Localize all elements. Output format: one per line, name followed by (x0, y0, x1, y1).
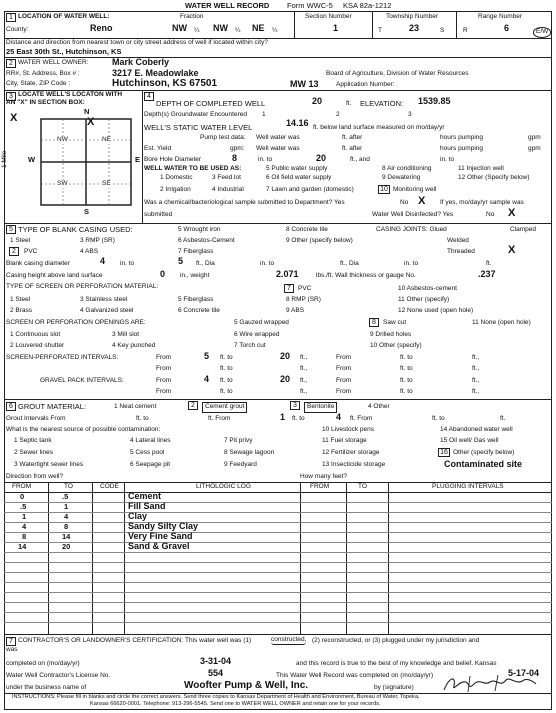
quarter-1: ¼ (194, 27, 200, 34)
casing-3: 3 RMP (SR) (80, 237, 115, 244)
pump-hours: hours pumping (440, 134, 483, 141)
contam-15: 15 Oil well/ Gas well (440, 437, 499, 444)
log-lith-header: LITHOLOGIC LOG (196, 483, 251, 490)
sp2-to-label: ft. to (220, 365, 233, 372)
log-row-4-from: 4 (22, 522, 27, 531)
gp-to-label: ft. to (220, 377, 233, 384)
distance-label: Distance and direction from nearest town or city street address of well if located within city? (6, 39, 268, 46)
location-label: LOCATION OF WATER WELL: (18, 13, 110, 20)
casing-2-number-circled: 2 (9, 247, 19, 256)
casing-dia-value: 4 (100, 256, 106, 266)
mile-label: 1 Mile (1, 150, 8, 168)
use-9: 9 Dewatering (382, 174, 421, 181)
screen-type-label: TYPE OF SCREEN OR PERFORATION MATERIAL: (6, 283, 159, 290)
bore-value: 8 (232, 153, 238, 163)
sp2-to-label-2: ft. to (400, 365, 413, 372)
contamination-label: What is the nearest source of possible contamination: (6, 426, 161, 433)
township-value: 23 (409, 23, 420, 33)
casing-joints-threaded: Threaded (447, 248, 475, 255)
opening-8-number-circled: 8 (369, 318, 379, 327)
contractor-signature (440, 672, 540, 694)
gp2-to-label-2: ft. to (400, 388, 413, 395)
gp2-ft-2: ft., (472, 388, 480, 395)
log-row-3-desc: Clay (128, 511, 148, 521)
screen-12: 12 None used (open hole) (398, 307, 474, 314)
contam-12: 12 Fertilizer storage (322, 449, 380, 456)
submitted-label: submitted (144, 211, 173, 218)
groundwater-label: Depth(s) Groundwater Encountered (144, 111, 247, 118)
depth-label: DEPTH OF COMPLETED WELL (156, 99, 266, 108)
yield-gpm: gpm: (230, 145, 245, 152)
section-box-x: X (87, 116, 95, 128)
gi-to-value: 4 (336, 412, 342, 422)
license-number: 554 (208, 668, 224, 678)
opening-5: 5 Gauzed wrapped (234, 319, 289, 326)
disinfected-no-x: X (508, 207, 516, 219)
gp-from-label-2: From (336, 377, 352, 384)
log-row-5-from: 8 (22, 532, 27, 541)
quarter-se: SE (102, 180, 111, 187)
screen-8: 8 RMP (SR) (286, 296, 321, 303)
section-grid (40, 118, 132, 206)
grout-1: 1 Neat cement (114, 403, 157, 410)
contam-8: 8 Sewage lagoon (224, 449, 275, 456)
casing-7: 7 Fiberglass (178, 248, 214, 255)
yield-hours: hours pumping (440, 145, 483, 152)
sp-to-label-2: ft. to (400, 354, 413, 361)
well-address: 25 East 30th St., Hutchinson, KS (6, 47, 122, 56)
quarter-ne: NE (102, 136, 112, 143)
depth-ft: ft. (346, 100, 352, 107)
gp-ft: ft., (300, 377, 308, 384)
contaminated-site: Contaminated site (444, 459, 523, 469)
cert-line-1: CONTRACTOR'S OR LANDOWNER'S CERTIFICATION: This water well was (1) (18, 637, 252, 644)
gi-ft-end: ft. (500, 415, 506, 422)
log-row-3-from: 1 (22, 512, 27, 521)
screen-4: 4 Galvanized steel (80, 307, 134, 314)
casing-9: 9 Other (specify below) (286, 237, 353, 244)
township-s: S (440, 27, 445, 34)
gi-from-value: 1 (280, 412, 286, 422)
gp2-ft: ft., (300, 388, 308, 395)
contam-14: 14 Abandoned water well (440, 426, 513, 433)
log-row-1-from: 0 (20, 492, 25, 501)
log-row-4-desc: Sandy Silty Clay (128, 521, 199, 531)
casing-dia-to: 5 (178, 256, 184, 266)
log-row-3-to: 4 (64, 512, 69, 521)
completed-date: 3-31-04 (200, 656, 232, 666)
wall-thickness-value: .237 (478, 269, 496, 279)
contam-16-number-circled: 16 (438, 448, 450, 457)
signature-label: by (signature) (374, 684, 414, 691)
gp-from-label: From (156, 377, 172, 384)
east-label: E (135, 155, 141, 164)
grout-label: GROUT MATERIAL: (18, 402, 87, 411)
bore-in-to-2: in. to (440, 156, 455, 163)
sp-from-label: From (156, 354, 172, 361)
section-6-number: 6 (6, 402, 16, 411)
wall-thickness-label: lbs./ft. Wall thickness or gauge No. (316, 272, 416, 279)
casing-ft-dia-2: ft., Dia (340, 260, 359, 267)
fraction-2: NW (213, 23, 228, 33)
screen-5: 5 Fiberglass (178, 296, 214, 303)
pump-well-water: Well water was (256, 134, 300, 141)
elevation-value: 1539.85 (418, 96, 451, 106)
disinfected-no: No (486, 211, 495, 218)
locate-label-1: LOCATE WELL'S LOCATON WITH (18, 91, 123, 98)
section-number-label: Section Number (305, 13, 352, 20)
grout-3-number-circled: 3 (290, 401, 300, 410)
sp-ft: ft., (300, 354, 308, 361)
opening-2: 2 Louvered shutter (10, 342, 65, 349)
bore-to: 20 (316, 153, 327, 163)
yield-label: Est. Yield (144, 145, 172, 152)
section-box-outside-x: X (10, 112, 18, 124)
quarter-nw: NW (57, 136, 68, 143)
contam-9: 9 Feedyard (224, 461, 257, 468)
sp2-ft-2: ft., (472, 365, 480, 372)
sp-from-label-2: From (336, 354, 352, 361)
quarter-2: ¼ (235, 27, 241, 34)
casing-height-label: Casing height above land surface (6, 272, 103, 279)
casing-weight-value: 2.071 (276, 269, 299, 279)
opening-10: 10 Other (specify) (370, 342, 422, 349)
casing-type-label: TYPE OF BLANK CASING USED: (18, 225, 133, 234)
casing-1: 1 Steel (10, 237, 31, 244)
log-code-header: CODE (100, 483, 119, 490)
gi-ft-to-2: ft. to (292, 415, 305, 422)
license-label: Water Well Contractor's License No. (6, 672, 111, 679)
log-row-1-to: .5 (62, 492, 69, 501)
county-label: County: (6, 26, 29, 33)
quarter-sw: SW (57, 180, 68, 187)
pump-after: ft. after (342, 134, 363, 141)
screen-7-number-circled: 7 (284, 284, 294, 293)
casing-5: 5 Wrought iron (178, 226, 221, 233)
log-row-5-to: 14 (62, 532, 71, 541)
owner-address: 3217 E. Meadowlake (112, 68, 199, 78)
log-row-5-desc: Very Fine Sand (128, 531, 193, 541)
north-label: N (84, 107, 90, 116)
screen-6: 6 Concrete tile (178, 307, 220, 314)
contam-7: 7 Pit privy (224, 437, 253, 444)
section-number-value: 1 (333, 23, 339, 33)
casing-joints-clamped: Clamped (510, 226, 537, 233)
contam-1: 1 Septic tank (14, 437, 52, 444)
contam-5: 5 Cess pool (130, 449, 165, 456)
record-completed-label: This Water Well Record was completed on (mo/day/yr) (276, 672, 434, 679)
instructions-line-2: Kansas 66620-0001. Telephone: 913-296-5545. Send one to WATER WELL OWNER and retain one for your records. (90, 701, 381, 707)
log-from2-header: FROM (310, 483, 330, 490)
county-value: Reno (90, 23, 113, 33)
gw-1: 1 (262, 111, 266, 118)
south-label: S (84, 207, 90, 216)
owner-city: Hutchinson, KS 67501 (112, 78, 218, 89)
section-2-number: 2 (6, 59, 16, 68)
direction-label: Direction from well? (6, 473, 64, 480)
contam-16: Other (specify below) (453, 449, 515, 456)
bore-and: ft., and (350, 156, 370, 163)
mw-label: MW 13 (290, 79, 319, 89)
cert-constructed-circled: constructed, (271, 636, 307, 643)
grout-3: Bentonite (304, 402, 337, 413)
board-label: Board of Agriculture, Division of Water Resources (326, 70, 469, 77)
log-row-6-from: 14 (18, 542, 27, 551)
section-1-number: 1 (6, 13, 16, 22)
casing-ft-end: ft. (486, 260, 492, 267)
casing-height-value: 0 (160, 269, 166, 279)
screen-2: 2 Brass (10, 307, 33, 314)
gp-to-label-2: ft. to (400, 377, 413, 384)
log-row-6-to: 20 (62, 542, 71, 551)
sp-to-label: ft. to (220, 354, 233, 361)
gp-ft-2: ft., (472, 377, 480, 384)
gp2-from-label-2: From (336, 388, 352, 395)
casing-joints-welded: Welded (447, 237, 469, 244)
yield-gpm-end: gpm (528, 145, 541, 152)
sp2-ft: ft., (300, 365, 308, 372)
locate-label-2: AN "X" IN SECTION BOX: (6, 99, 85, 106)
range-r: R (463, 27, 468, 34)
gi-ft-from-2: ft. From (350, 415, 373, 422)
cert-line-1b: (2) reconstructed, or (3) plugged under my jurisdiction and (312, 637, 480, 644)
gp2-from-label: From (156, 388, 172, 395)
casing-in-to: in. to (120, 260, 135, 267)
sp-to-value: 20 (280, 351, 291, 361)
sp2-from-label-2: From (336, 365, 352, 372)
grout-2-number-circled: 2 (188, 401, 198, 410)
pump-label: Pump test data: (200, 134, 246, 141)
log-row-6-desc: Sand & Gravel (128, 541, 190, 551)
form-title: WATER WELL RECORD (185, 1, 270, 10)
gw-3: 3 (408, 111, 412, 118)
screen-9: 9 ABS (286, 307, 305, 314)
sp2-from-label: From (156, 365, 172, 372)
use-12: 12 Other (Specify below) (458, 174, 530, 181)
casing-dia-label: Blank casing diameter (6, 260, 70, 267)
range-label: Range Number (478, 13, 523, 20)
use-11: 11 Injection well (458, 165, 504, 172)
screen-1: 1 Steel (10, 296, 31, 303)
use-label: WELL WATER TO BE USED AS: (144, 165, 242, 172)
sp-ft-2: ft., (472, 354, 480, 361)
use-8: 8 Air conditioning (382, 165, 432, 172)
contam-11: 11 Fuel storage (322, 437, 367, 444)
opening-6: 6 Wire wrapped (234, 331, 280, 338)
fraction-1: NW (172, 23, 187, 33)
business-name: Woofter Pump & Well, Inc. (184, 680, 309, 691)
business-label: under the business name of (6, 684, 87, 691)
static-value: 14.16 (286, 118, 309, 128)
fraction-3: NE (252, 23, 265, 33)
gi-ft-to: ft. to (136, 415, 149, 422)
west-label: W (28, 155, 36, 164)
casing-weight-label: in., weight (180, 272, 210, 279)
yield-after: ft. after (342, 145, 363, 152)
use-4: 4 Industrial (212, 186, 244, 193)
contam-13: 13 Insecticide storage (322, 461, 386, 468)
instructions-line-1: INSTRUCTIONS: Please fill in blanks and circle the correct answers. Send three copies to Kansas Department of Health and Environment, Bureau of Water, Topeka, (12, 694, 420, 700)
log-plug-header: PLUGGING INTERVALS (432, 483, 504, 490)
contam-3: 3 Watertight sewer lines (14, 461, 84, 468)
form-number: Form WWC-5 (287, 1, 333, 10)
use-2: 2 Irrigation (160, 186, 191, 193)
section-5-number: 5 (6, 225, 16, 234)
gi-ft-to-3: ft. to (432, 415, 445, 422)
chem-ifyes: If yes, mo/day/yr sample was (440, 199, 524, 206)
screen-11: 11 Other (specify) (398, 296, 450, 303)
use-10: Monitoring well (393, 186, 437, 193)
contam-4: 4 Lateral lines (130, 437, 171, 444)
threaded-x: X (508, 244, 516, 256)
quarter-3: ¼ (272, 27, 278, 34)
completed-label: completed on (mo/day/yr) (6, 660, 80, 667)
log-to2-header: TO (358, 483, 367, 490)
how-many-feet-label: How many feet? (300, 473, 347, 480)
contam-10: 10 Livestock pens (322, 426, 375, 433)
use-10-number-circled: 10 (378, 185, 390, 194)
log-row-2-desc: Fill Sand (128, 501, 166, 511)
static-tail: ft. below land surface measured on mo/day/yr (313, 124, 445, 131)
grout-interval-label: Grout Intervals From (6, 415, 66, 422)
cert-was: was (6, 646, 18, 653)
opening-9: 9 Drilled holes (370, 331, 412, 338)
casing-2: PVC (24, 248, 38, 255)
elevation-label: ELEVATION: (360, 99, 404, 108)
opening-3: 3 Mill slot (112, 331, 140, 338)
opening-11: 11 None (open hole) (472, 319, 531, 326)
screen-interval-label: SCREEN-PERFORATED INTERVALS: (6, 354, 119, 361)
gp-from-value: 4 (204, 374, 210, 384)
owner-label: WATER WELL OWNER: (18, 59, 89, 66)
chem-no-x: X (418, 195, 426, 207)
casing-ft-dia: ft., Dia (196, 260, 215, 267)
fraction-label: Fraction (180, 13, 204, 20)
log-row-4-to: 8 (64, 522, 69, 531)
city-label: City, State, ZIP Code : (6, 80, 71, 87)
casing-joints-glued: CASING JOINTS: Glued (376, 226, 447, 233)
grout-2: Cement grout (202, 402, 247, 413)
log-to-header: TO (64, 483, 73, 490)
screen-7: PVC (298, 285, 312, 292)
opening-1: 1 Continuous slot (10, 331, 61, 338)
gw-2: 2 (336, 111, 340, 118)
casing-6: 6 Asbestos-Cement (178, 237, 235, 244)
grout-4: 4 Other (368, 403, 390, 410)
use-5: 5 Public water supply (266, 165, 328, 172)
owner-name: Mark Coberly (112, 57, 170, 67)
true-record-label: and this record is true to the best of my knowledge and belief. Kansas (296, 660, 497, 667)
contam-6: 6 Seepage pit (130, 461, 171, 468)
opening-8: Saw cut (383, 319, 407, 326)
pump-gpm: gpm (528, 134, 541, 141)
section-7-number: 7 (6, 637, 16, 646)
use-7: 7 Lawn and garden (domestic) (266, 186, 354, 193)
use-1: 1 Domestic (160, 174, 193, 181)
use-6: 6 Oil field water supply (266, 174, 332, 181)
screen-10: 10 Asbestos-cement (398, 285, 457, 292)
opening-4: 4 Key punched (112, 342, 156, 349)
bore-label: Bore Hole Diameter (144, 156, 202, 163)
gp-to-value: 20 (280, 374, 291, 384)
opening-7: 7 Torch cut (234, 342, 266, 349)
casing-in-to-c: in. to (404, 260, 419, 267)
gravel-pack-label: GRAVEL PACK INTERVALS: (40, 377, 124, 384)
section-3-number: 3 (6, 92, 16, 101)
log-from-header: FROM (12, 483, 32, 490)
screen-3: 3 Stainless steel (80, 296, 128, 303)
gp2-to-label: ft. to (220, 388, 233, 395)
ksa-number: KSA 82a-1212 (343, 1, 392, 10)
township-label: Township Number (386, 13, 439, 20)
depth-value: 20 (312, 96, 323, 106)
bore-in-to: in. to (258, 156, 273, 163)
use-3: 3 Feed lot (212, 174, 241, 181)
log-row-2-to: 1 (64, 502, 69, 511)
openings-label: SCREEN OR PERFORATION OPENINGS ARE: (6, 319, 146, 326)
sp-from-value: 5 (204, 351, 210, 361)
chem-no: No (400, 199, 409, 206)
log-row-2-from: .5 (20, 502, 27, 511)
yield-well-water: Well water was (256, 145, 300, 152)
static-label: WELL'S STATIC WATER LEVEL (144, 123, 253, 132)
casing-8: 8 Concrete tile (286, 226, 328, 233)
casing-4: 4 ABS (80, 248, 99, 255)
contam-2: 2 Sewer lines (14, 449, 54, 456)
gi-ft-from: ft. From (208, 415, 231, 422)
rr-label: RR#, St. Address, Box # : (6, 70, 80, 77)
disinfected-label: Water Well Disinfected? Yes (372, 211, 454, 218)
section-4-number: 4 (144, 92, 154, 101)
casing-in-to-b: in. to (260, 260, 275, 267)
chem-label: Was a chemical/bacteriological sample submitted to Department? Yes (144, 199, 345, 206)
range-value: 6 (504, 23, 510, 33)
log-row-1-desc: Cement (128, 491, 162, 501)
record-completed-date: 5-17-04 (508, 668, 540, 678)
range-ew-circled: E/W (533, 27, 551, 38)
township-t: T (378, 27, 382, 34)
application-label: Application Number: (336, 81, 395, 88)
